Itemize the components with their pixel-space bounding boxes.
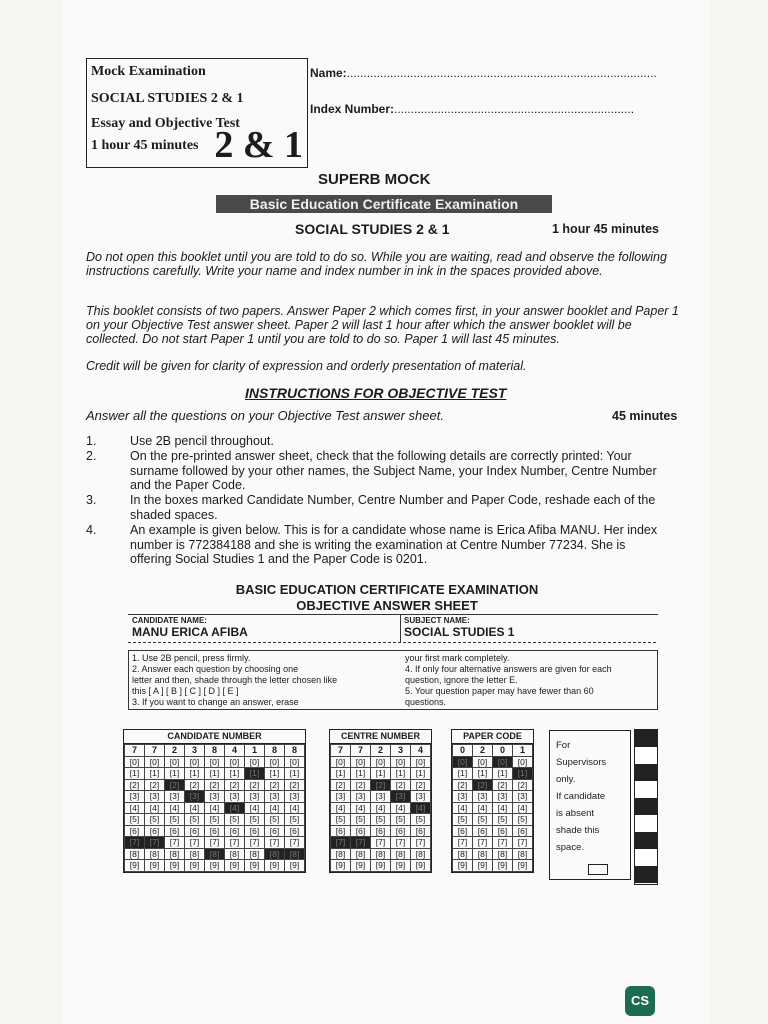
bubble[interactable]: [6] — [265, 825, 285, 837]
bubble[interactable]: [7] — [331, 837, 351, 849]
bubble[interactable]: [2] — [205, 779, 225, 791]
bubble-table — [124, 744, 305, 872]
bubble[interactable]: [2] — [391, 779, 411, 791]
instruction-line: letter and then, shade through the letter chosen like — [132, 675, 338, 685]
bubble[interactable]: [0] — [205, 756, 225, 768]
instruction-line: questions. — [405, 697, 447, 707]
exam-banner: Basic Education Certificate Examination — [216, 195, 552, 213]
bubble[interactable]: [5] — [331, 814, 351, 826]
candidate-name-value: MANU ERICA AFIBA — [132, 625, 248, 639]
bubble[interactable]: [2] — [473, 779, 493, 791]
bubble[interactable]: [1] — [225, 768, 245, 780]
exam-header-box — [86, 58, 308, 168]
supervisors-box — [549, 730, 631, 880]
bubble[interactable]: [6] — [185, 825, 205, 837]
bubble[interactable]: [9] — [265, 860, 285, 872]
bubble[interactable]: [2] — [125, 779, 145, 791]
bubble[interactable]: [9] — [391, 860, 411, 872]
bubble[interactable]: [4] — [473, 802, 493, 814]
bubble[interactable]: [5] — [411, 814, 431, 826]
bubble[interactable]: [4] — [371, 802, 391, 814]
bubble[interactable]: [4] — [225, 802, 245, 814]
timing-mark — [635, 849, 657, 866]
bubble[interactable]: [5] — [185, 814, 205, 826]
paragraph-3: Credit will be given for clarity of expression and orderly presentation of material. — [86, 359, 527, 373]
bubble[interactable]: [4] — [125, 802, 145, 814]
instruction-line: 3. If you want to change an answer, erase — [132, 697, 299, 707]
digit-header: 2 — [473, 745, 493, 757]
bubble[interactable]: [3] — [165, 791, 185, 803]
bubble[interactable]: [0] — [125, 756, 145, 768]
absent-checkbox[interactable] — [588, 864, 608, 875]
bubble[interactable]: [8] — [391, 848, 411, 860]
timing-mark-strip — [634, 729, 658, 885]
bubble[interactable]: [4] — [391, 802, 411, 814]
bubble[interactable]: [1] — [391, 768, 411, 780]
bubble[interactable]: [5] — [493, 814, 513, 826]
bubble[interactable]: [2] — [245, 779, 265, 791]
digit-header: 4 — [411, 745, 431, 757]
bubble[interactable]: [3] — [285, 791, 305, 803]
bubble[interactable]: [9] — [513, 860, 533, 872]
bubble[interactable]: [2] — [371, 779, 391, 791]
item-number: 1. — [86, 434, 97, 448]
centre-number-title: CENTRE NUMBER — [330, 730, 431, 744]
digit-header: 2 — [371, 745, 391, 757]
instruction-line: your first mark completely. — [405, 653, 510, 663]
bubble[interactable]: [2] — [453, 779, 473, 791]
bubble[interactable]: [3] — [453, 791, 473, 803]
timing-mark — [635, 747, 657, 764]
item-text: On the pre-printed answer sheet, check that the following details are correctly printed: Your surname followed by your other names, the Subject Name, your Index Number, Centre Number and the Paper Code. — [130, 449, 657, 493]
bubble[interactable]: [0] — [473, 756, 493, 768]
digit-header: 0 — [493, 745, 513, 757]
bubble[interactable]: [9] — [453, 860, 473, 872]
index-number-field[interactable]: Index Number:........................................................................ — [310, 102, 635, 116]
bubble[interactable]: [0] — [331, 756, 351, 768]
bubble[interactable]: [4] — [453, 802, 473, 814]
bubble[interactable]: [5] — [165, 814, 185, 826]
bubble[interactable]: [8] — [331, 848, 351, 860]
item-number: 4. — [86, 523, 97, 537]
bubble[interactable]: [1] — [205, 768, 225, 780]
bubble-table — [452, 744, 533, 872]
bubble[interactable]: [4] — [411, 802, 431, 814]
timing-mark — [635, 730, 657, 747]
bubble[interactable]: [8] — [245, 848, 265, 860]
bubble[interactable]: [0] — [351, 756, 371, 768]
bubble[interactable]: [0] — [285, 756, 305, 768]
bubble[interactable]: [8] — [265, 848, 285, 860]
bubble[interactable]: [2] — [411, 779, 431, 791]
bubble[interactable]: [6] — [411, 825, 431, 837]
bubble[interactable]: [9] — [225, 860, 245, 872]
supervisor-line: If candidate — [556, 791, 606, 802]
instructions-time: 45 minutes — [612, 409, 678, 423]
bubble[interactable]: [1] — [245, 768, 265, 780]
instruction-line: 4. If only four alternative answers are given for each — [405, 664, 612, 674]
bubble[interactable]: [1] — [411, 768, 431, 780]
bubble[interactable]: [7] — [473, 837, 493, 849]
digit-header: 8 — [265, 745, 285, 757]
bubble[interactable]: [5] — [265, 814, 285, 826]
bubble[interactable]: [7] — [411, 837, 431, 849]
bubble[interactable]: [8] — [493, 848, 513, 860]
bubble[interactable]: [7] — [513, 837, 533, 849]
digit-header: 7 — [351, 745, 371, 757]
bubble[interactable]: [5] — [145, 814, 165, 826]
bubble[interactable]: [2] — [331, 779, 351, 791]
sheet-title-1: BASIC EDUCATION CERTIFICATE EXAMINATION — [235, 582, 539, 597]
bubble[interactable]: [9] — [145, 860, 165, 872]
bubble[interactable]: [3] — [185, 791, 205, 803]
bubble[interactable]: [5] — [391, 814, 411, 826]
bubble[interactable]: [8] — [453, 848, 473, 860]
bubble[interactable]: [8] — [185, 848, 205, 860]
bubble[interactable]: [0] — [185, 756, 205, 768]
header-line-3: Essay and Objective Test — [91, 116, 240, 131]
bubble[interactable]: [6] — [513, 825, 533, 837]
bubble[interactable]: [0] — [245, 756, 265, 768]
digit-header: 7 — [331, 745, 351, 757]
bubble[interactable]: [0] — [265, 756, 285, 768]
bubble[interactable]: [5] — [125, 814, 145, 826]
bubble[interactable]: [5] — [371, 814, 391, 826]
bubble[interactable]: [0] — [493, 756, 513, 768]
timing-mark — [635, 866, 657, 883]
bubble[interactable]: [8] — [371, 848, 391, 860]
digit-header: 0 — [453, 745, 473, 757]
item-text: Use 2B pencil throughout. — [130, 434, 274, 448]
bubble[interactable]: [9] — [493, 860, 513, 872]
bubble[interactable]: [7] — [145, 837, 165, 849]
bubble[interactable]: [1] — [125, 768, 145, 780]
bubble[interactable]: [4] — [285, 802, 305, 814]
header-line-2: SOCIAL STUDIES 2 & 1 — [91, 91, 244, 106]
bubble[interactable]: [1] — [265, 768, 285, 780]
bubble[interactable]: [2] — [285, 779, 305, 791]
bubble[interactable]: [3] — [351, 791, 371, 803]
bubble[interactable]: [6] — [331, 825, 351, 837]
supervisor-line: only. — [556, 774, 576, 785]
bubble[interactable]: [7] — [453, 837, 473, 849]
bubble[interactable]: [7] — [125, 837, 145, 849]
digit-header: 7 — [125, 745, 145, 757]
bubble[interactable]: [3] — [225, 791, 245, 803]
bubble[interactable]: [2] — [351, 779, 371, 791]
centre-number-grid[interactable] — [329, 729, 432, 873]
instructions-list — [86, 434, 686, 574]
sheet-instructions-left — [132, 653, 402, 708]
paper-code-title: PAPER CODE — [452, 730, 533, 744]
exam-title: SUPERB MOCK — [318, 171, 431, 188]
bubble[interactable]: [9] — [371, 860, 391, 872]
bubble[interactable]: [0] — [371, 756, 391, 768]
header-line-1: Mock Examination — [91, 64, 206, 79]
bubble[interactable]: [9] — [285, 860, 305, 872]
bubble[interactable]: [6] — [165, 825, 185, 837]
bubble[interactable]: [1] — [453, 768, 473, 780]
bubble[interactable]: [1] — [351, 768, 371, 780]
bubble[interactable]: [5] — [285, 814, 305, 826]
bubble[interactable]: [5] — [205, 814, 225, 826]
bubble[interactable]: [1] — [513, 768, 533, 780]
bubble[interactable]: [5] — [473, 814, 493, 826]
timing-mark — [635, 798, 657, 815]
bubble[interactable]: [1] — [185, 768, 205, 780]
bubble[interactable]: [3] — [493, 791, 513, 803]
bubble[interactable]: [1] — [145, 768, 165, 780]
bubble[interactable]: [9] — [205, 860, 225, 872]
paragraph-2: This booklet consists of two papers. Answer Paper 2 which comes first, in your answer booklet and Paper 1 on your Objective Test answer sheet. Paper 2 will last 1 hour after which the answer booklet will be collected. Do not start Paper 1 until you are told to do so. Paper 1 will last 45 minutes. — [86, 304, 679, 346]
digit-header: 3 — [391, 745, 411, 757]
bubble[interactable]: [2] — [513, 779, 533, 791]
bubble[interactable]: [4] — [513, 802, 533, 814]
sheet-instructions-box — [128, 650, 658, 710]
bubble[interactable]: [2] — [493, 779, 513, 791]
dashed-rule — [128, 642, 656, 643]
instruction-line: 1. Use 2B pencil, press firmly. — [132, 653, 251, 663]
timing-mark — [635, 815, 657, 832]
item-number: 2. — [86, 449, 97, 463]
bubble[interactable]: [7] — [205, 837, 225, 849]
instruction-line: 2. Answer each question by choosing one — [132, 664, 299, 674]
bubble[interactable]: [1] — [331, 768, 351, 780]
bubble[interactable]: [1] — [165, 768, 185, 780]
bubble[interactable]: [1] — [493, 768, 513, 780]
bubble[interactable]: [9] — [245, 860, 265, 872]
bubble[interactable]: [6] — [225, 825, 245, 837]
bubble[interactable]: [8] — [225, 848, 245, 860]
bubble[interactable]: [6] — [205, 825, 225, 837]
candidate-name-label: CANDIDATE NAME: — [132, 616, 207, 625]
bubble[interactable]: [8] — [351, 848, 371, 860]
camscanner-logo: CS — [625, 986, 655, 1016]
duration: 1 hour 45 minutes — [552, 222, 659, 236]
bubble[interactable]: [1] — [473, 768, 493, 780]
bubble[interactable]: [1] — [285, 768, 305, 780]
bubble[interactable]: [9] — [411, 860, 431, 872]
bubble[interactable]: [7] — [285, 837, 305, 849]
subject-title: SOCIAL STUDIES 2 & 1 — [295, 221, 450, 237]
bubble[interactable]: [4] — [331, 802, 351, 814]
timing-mark — [635, 832, 657, 849]
supervisor-line: For — [556, 740, 571, 751]
bubble[interactable]: [8] — [125, 848, 145, 860]
bubble[interactable]: [5] — [225, 814, 245, 826]
bubble[interactable]: [3] — [125, 791, 145, 803]
instruction-line: 5. Your question paper may have fewer than 60 — [405, 686, 594, 696]
bubble[interactable]: [5] — [453, 814, 473, 826]
bubble[interactable]: [4] — [145, 802, 165, 814]
bubble[interactable]: [3] — [391, 791, 411, 803]
digit-header: 1 — [513, 745, 533, 757]
paper-code-grid[interactable] — [451, 729, 534, 873]
digit-header: 8 — [205, 745, 225, 757]
bubble[interactable]: [8] — [205, 848, 225, 860]
digit-header: 3 — [185, 745, 205, 757]
bubble[interactable]: [6] — [371, 825, 391, 837]
bubble[interactable]: [3] — [265, 791, 285, 803]
bubble[interactable]: [0] — [145, 756, 165, 768]
bubble[interactable]: [4] — [205, 802, 225, 814]
instructions-subheading: Answer all the questions on your Objective Test answer sheet. — [86, 408, 444, 423]
bubble[interactable]: [3] — [411, 791, 431, 803]
digit-header: 1 — [245, 745, 265, 757]
bubble[interactable]: [9] — [351, 860, 371, 872]
instructions-heading: INSTRUCTIONS FOR OBJECTIVE TEST — [245, 385, 507, 401]
bubble[interactable]: [7] — [225, 837, 245, 849]
bubble[interactable]: [4] — [165, 802, 185, 814]
digit-header: 7 — [145, 745, 165, 757]
item-number: 3. — [86, 493, 97, 507]
bubble[interactable]: [2] — [185, 779, 205, 791]
bubble[interactable]: [3] — [331, 791, 351, 803]
bubble[interactable]: [2] — [145, 779, 165, 791]
divider — [400, 615, 401, 643]
supervisor-line: is absent — [556, 808, 595, 819]
sheet-instructions-right — [405, 653, 655, 708]
bubble[interactable]: [3] — [371, 791, 391, 803]
bubble[interactable]: [6] — [145, 825, 165, 837]
sheet-title-2: OBJECTIVE ANSWER SHEET — [296, 598, 478, 613]
item-text: An example is given below. This is for a candidate whose name is Erica Afiba MANU. Her index number is 772384188 and she is writing the examination at Centre Number 77234. She is offering Social Studies 1 and the Paper Code is 0201. — [130, 523, 658, 567]
bubble[interactable]: [3] — [473, 791, 493, 803]
supervisor-line: space. — [556, 842, 584, 853]
bubble[interactable]: [5] — [351, 814, 371, 826]
name-label: Name: — [310, 66, 347, 80]
instruction-line: this [ A ] [ B ] [ C ] [ D ] [ E ] — [132, 686, 239, 696]
candidate-subject-box — [128, 614, 658, 643]
digit-header: 4 — [225, 745, 245, 757]
name-field[interactable]: Name:............................................................................................. — [310, 66, 657, 80]
bubble[interactable]: [2] — [225, 779, 245, 791]
paragraph-1: Do not open this booklet until you are told to do so. While you are waiting, read and observe the following instructions carefully. Write your name and index number in ink in the spaces provided above. — [86, 250, 667, 278]
bubble[interactable]: [9] — [125, 860, 145, 872]
bubble[interactable]: [9] — [331, 860, 351, 872]
supervisor-line: shade this — [556, 825, 600, 836]
subject-name-value: SOCIAL STUDIES 1 — [404, 625, 515, 639]
item-text: In the boxes marked Candidate Number, Centre Number and Paper Code, reshade each of the shaded spaces. — [130, 493, 656, 522]
bubble[interactable]: [7] — [185, 837, 205, 849]
bubble[interactable]: [6] — [391, 825, 411, 837]
bubble[interactable]: [2] — [165, 779, 185, 791]
bubble[interactable]: [7] — [245, 837, 265, 849]
bubble[interactable]: [8] — [145, 848, 165, 860]
bubble[interactable]: [3] — [513, 791, 533, 803]
bubble[interactable]: [9] — [473, 860, 493, 872]
bubble[interactable]: [0] — [513, 756, 533, 768]
bubble[interactable]: [9] — [185, 860, 205, 872]
bubble[interactable]: [4] — [493, 802, 513, 814]
bubble[interactable]: [6] — [351, 825, 371, 837]
header-line-4: 1 hour 45 minutes — [91, 138, 199, 153]
bubble[interactable]: [4] — [351, 802, 371, 814]
bubble[interactable]: [6] — [245, 825, 265, 837]
bubble[interactable]: [3] — [245, 791, 265, 803]
bubble[interactable]: [6] — [493, 825, 513, 837]
bubble[interactable]: [0] — [225, 756, 245, 768]
digit-header: 2 — [165, 745, 185, 757]
index-number-label: Index Number: — [310, 102, 395, 116]
candidate-number-title: CANDIDATE NUMBER — [124, 730, 305, 744]
subject-name-label: SUBJECT NAME: — [404, 616, 470, 625]
bubble[interactable]: [6] — [285, 825, 305, 837]
bubble[interactable]: [7] — [165, 837, 185, 849]
bubble[interactable]: [3] — [205, 791, 225, 803]
bubble[interactable]: [8] — [285, 848, 305, 860]
bubble[interactable]: [2] — [265, 779, 285, 791]
bubble[interactable]: [8] — [473, 848, 493, 860]
bubble[interactable]: [0] — [391, 756, 411, 768]
bubble[interactable]: [6] — [453, 825, 473, 837]
bubble[interactable]: [4] — [185, 802, 205, 814]
timing-mark — [635, 781, 657, 798]
bubble[interactable]: [0] — [411, 756, 431, 768]
bubble[interactable]: [4] — [245, 802, 265, 814]
bubble[interactable]: [8] — [411, 848, 431, 860]
bubble[interactable]: [4] — [265, 802, 285, 814]
bubble[interactable]: [7] — [265, 837, 285, 849]
bubble[interactable]: [7] — [371, 837, 391, 849]
timing-mark — [635, 764, 657, 781]
bubble[interactable]: [9] — [165, 860, 185, 872]
paper-number-large: 2 & 1 — [214, 124, 303, 166]
bubble[interactable]: [8] — [165, 848, 185, 860]
bubble[interactable]: [3] — [145, 791, 165, 803]
bubble[interactable]: [8] — [513, 848, 533, 860]
instruction-line: question, ignore the letter E. — [405, 675, 518, 685]
bubble[interactable]: [0] — [165, 756, 185, 768]
supervisor-line: Supervisors — [556, 757, 607, 768]
bubble[interactable]: [7] — [391, 837, 411, 849]
bubble[interactable]: [6] — [473, 825, 493, 837]
bubble[interactable]: [7] — [351, 837, 371, 849]
bubble[interactable]: [5] — [513, 814, 533, 826]
bubble-table — [330, 744, 431, 872]
bubble[interactable]: [0] — [453, 756, 473, 768]
bubble[interactable]: [6] — [125, 825, 145, 837]
candidate-number-grid[interactable] — [123, 729, 306, 873]
bubble[interactable]: [7] — [493, 837, 513, 849]
digit-header: 8 — [285, 745, 305, 757]
bubble[interactable]: [1] — [371, 768, 391, 780]
bubble[interactable]: [5] — [245, 814, 265, 826]
